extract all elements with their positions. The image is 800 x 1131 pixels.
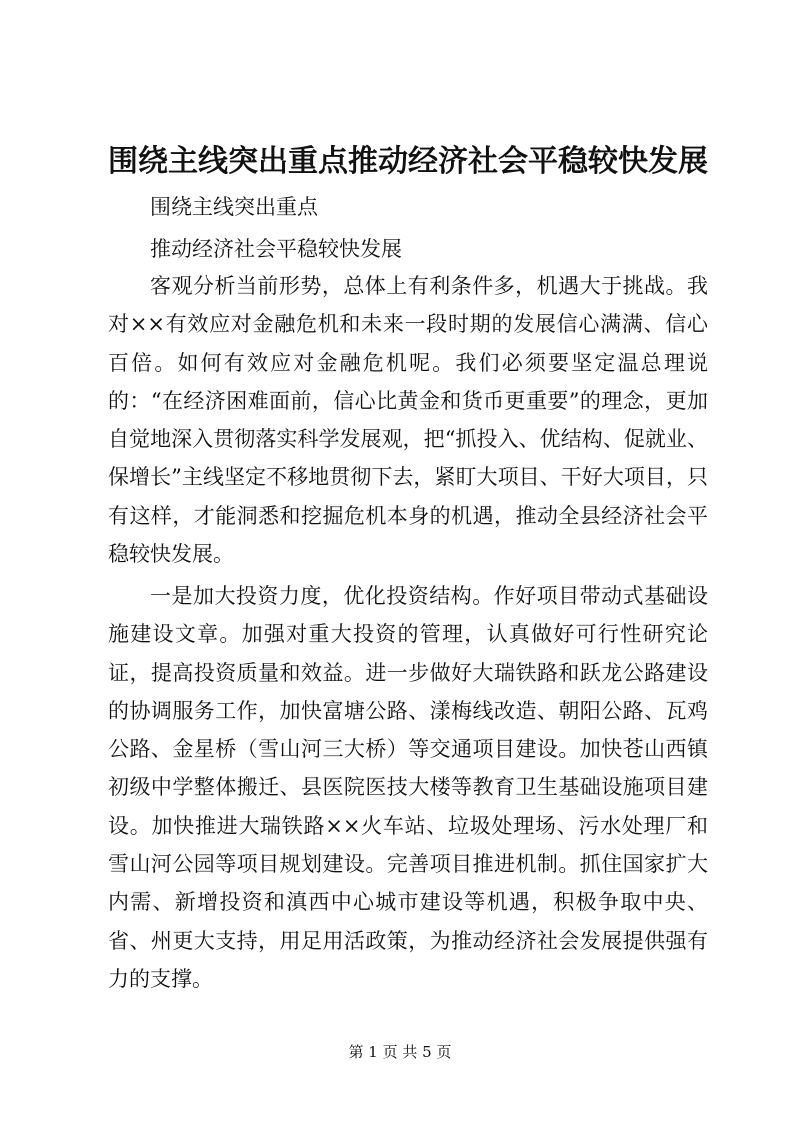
subtitle-line-2: 推动经济社会平稳较快发展 [150,237,402,261]
page-number-footer: 第 1 页 共 5 页 [348,1043,452,1061]
body-paragraph-1: 客观分析当前形势，总体上有利条件多，机遇大于挑战。我对××有效应对金融危机和未来一段时期的发展信心满满、信心百倍。如何有效应对金融危机呢。我们必须要坚定温总理说的：“在经济困难面前，信心比黄金和货币更重要”的理念，更加自觉地深入贯彻落实科学发展观，把“抓投入、优结构、促就业、保增长”主线坚定不移地贯彻下去，紧盯大项目、干好大项目，只有这样，才能洞悉和挖掘危机本身的机遇，推动全县经济社会平稳较快发展。 [108,274,708,567]
body-paragraph-2: 一是加大投资力度，优化投资结构。作好项目带动式基础设施建设文章。加强对重大投资的管理，认真做好可行性研究论证，提高投资质量和效益。进一步做好大瑞铁路和跃龙公路建设的协调服务工作，加快富塘公路、漾梅线改造、朝阳公路、瓦鸡公路、金星桥（雪山河三大桥）等交通项目建设。加快苍山西镇初级中学整体搬迁、县医院医技大楼等教育卫生基础设施项目建设。加快推进大瑞铁路××火车站、垃圾处理场、污水处理厂和雪山河公园等项目规划建设。完善项目推进机制。抓住国家扩大内需、新增投资和滇西中心城市建设等机遇，积极争取中央、省、州更大支持，用足用活政策，为推动经济社会发展提供强有力的支撑。 [108,584,708,991]
document-title: 围绕主线突出重点推动经济社会平稳较快发展 [108,144,708,179]
subtitle-line-1: 围绕主线突出重点 [150,195,318,219]
